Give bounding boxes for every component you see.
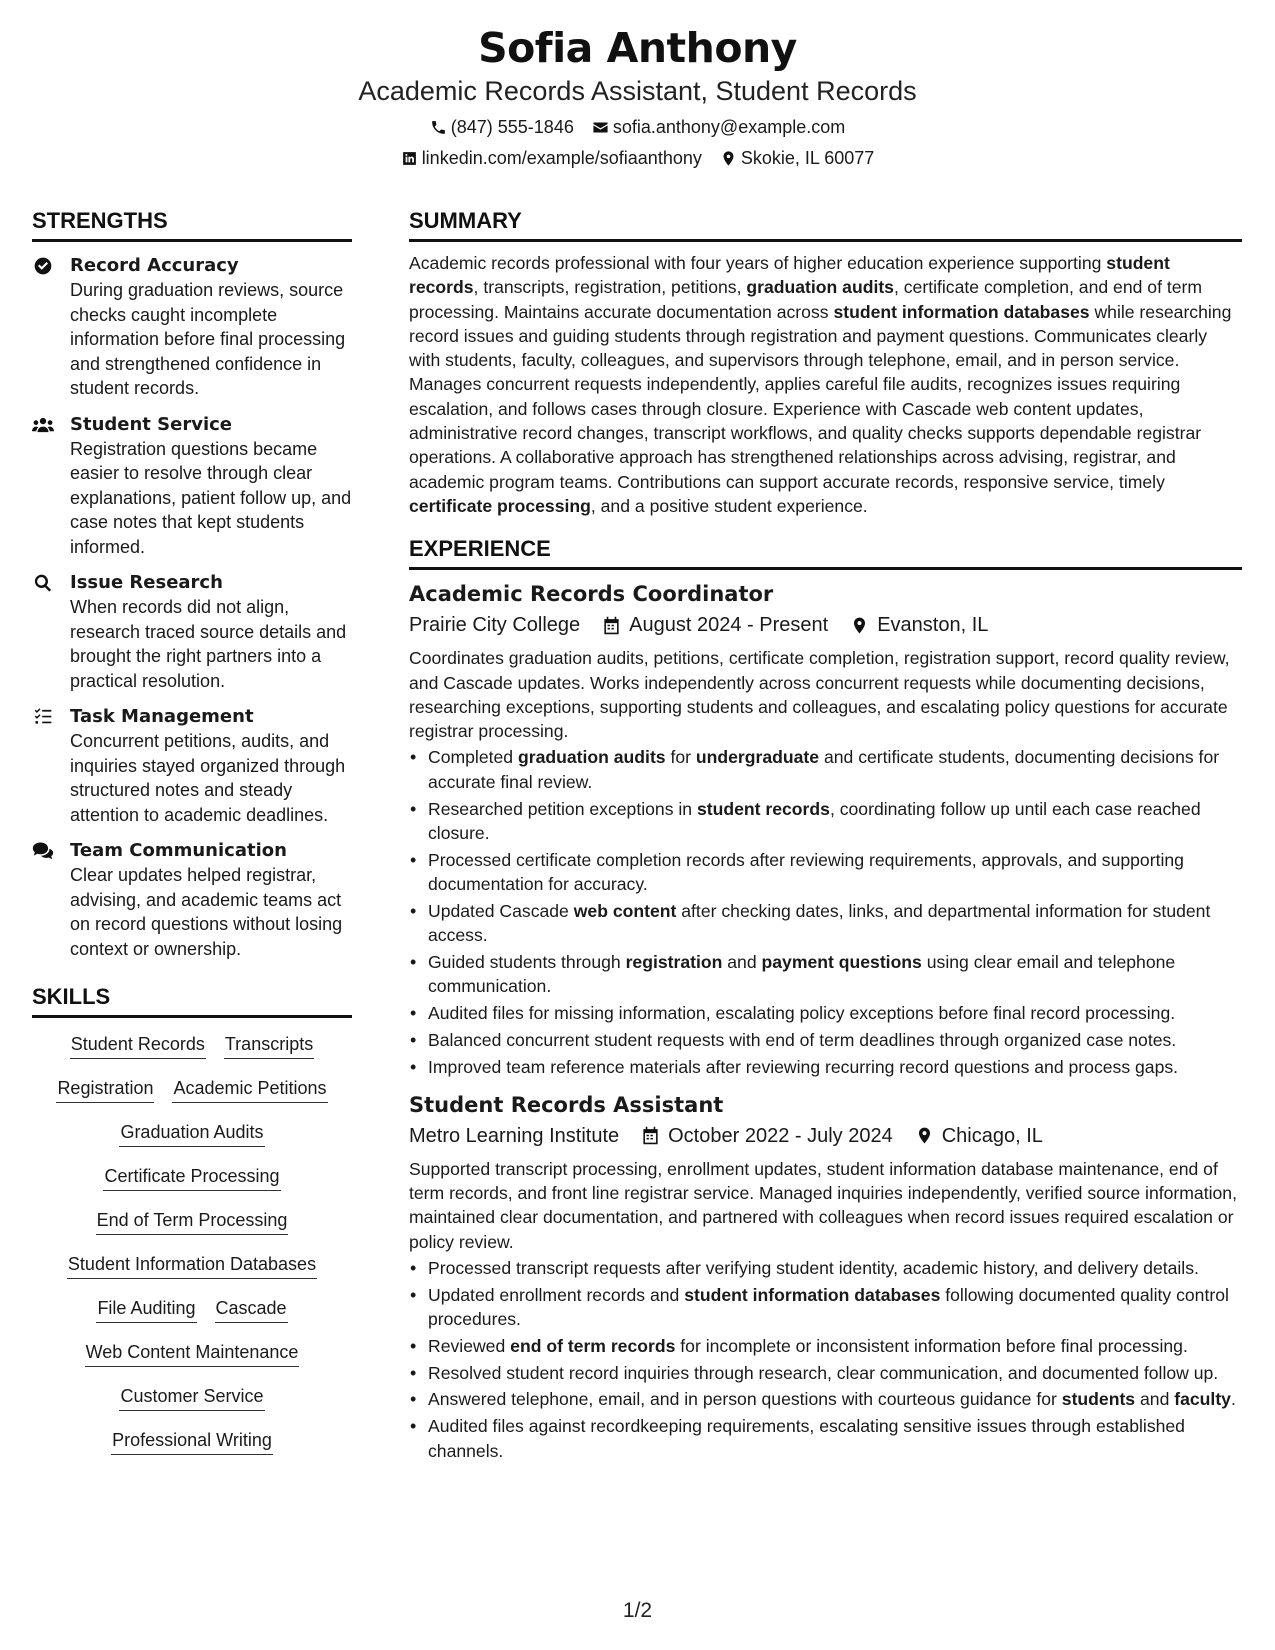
- strength-title: Student Service: [70, 413, 232, 435]
- strength-title: Team Communication: [70, 840, 287, 861]
- job-description: Coordinates graduation audits, petitions, certificate completion, registration support, record quality review, and Cascade updates. Works independently across concurrent requests while documenting decisions, researching exceptions, supporting students and colleagues, and escalating policy questions for accurate registrar processing.: [409, 648, 1230, 742]
- summary-text: Academic records professional with four years of higher education experience supporting student records, transcripts, registration, petitions, graduation audits, certificate completion, and end of term processing. Maintains accurate documentation across student information databases while researching record issues and guiding students through registration and payment questions. Communicates clearly with students, faculty, colleagues, and supervisors through telephone, email, and in person service. Manages concurrent requests independently, applies careful file audits, recognizes issues requiring escalation, and follows cases through closure. Experience with Cascade web content updates, administrative record changes, transcript workflows, and quality checks supports dependable registrar operations. A collaborative approach has strengthened relationships across advising, registrar, and academic program teams. Contributions can support accurate records, responsive service, timely certificate processing, and a positive student experience.: [409, 253, 1232, 516]
- email-text[interactable]: sofia.anthony@example.com: [612, 117, 846, 137]
- job-location: Chicago, IL: [941, 1124, 1043, 1147]
- company-name: Metro Learning Institute: [409, 1124, 620, 1147]
- contact-row-2: [0, 147, 1275, 169]
- skill-row: [119, 1384, 264, 1411]
- summary-heading: SUMMARY: [409, 207, 1242, 242]
- strength-item: [32, 571, 352, 693]
- bullet-item: • Improved team reference materials after reviewing recurring record questions and process gaps.: [409, 1055, 1242, 1079]
- check-circle-icon: [32, 256, 54, 278]
- map-pin-icon: [915, 1126, 934, 1145]
- location-contact: [720, 147, 874, 169]
- bold-text: registration: [625, 951, 723, 972]
- bold-text: student records: [409, 253, 1170, 298]
- job-meta: [409, 611, 1242, 639]
- bold-text: graduation audits: [517, 747, 666, 768]
- bold-text: student information databases: [684, 1284, 941, 1305]
- location-text: Skokie, IL 60077: [740, 148, 875, 168]
- job-title: Academic Records Coordinator: [409, 582, 774, 607]
- job-location: Evanston, IL: [877, 614, 989, 637]
- calendar-icon: [602, 616, 621, 635]
- phone-icon: [430, 119, 447, 136]
- bold-text: graduation audits: [746, 277, 894, 298]
- bullet-item: • Balanced concurrent student requests with end of term deadlines through organized case notes.: [409, 1028, 1242, 1052]
- bullet-item: • Guided students through registration and payment questions using clear email and telephone communication.: [409, 950, 1242, 999]
- phone-text: (847) 555-1846: [450, 117, 574, 137]
- job-bullets: [409, 1256, 1242, 1463]
- bullet-item: • Processed certificate completion records after reviewing requirements, approvals, and supporting documentation for accuracy.: [409, 848, 1242, 897]
- skill-row: [96, 1208, 289, 1235]
- search-icon: [32, 573, 54, 595]
- resume-header: [0, 22, 1275, 169]
- skill-tag: Student Information Databases: [67, 1252, 317, 1279]
- bullet-item: • Processed transcript requests after verifying student identity, academic history, and delivery details.: [409, 1256, 1242, 1280]
- job-dates: October 2022 - July 2024: [668, 1124, 893, 1147]
- skill-tag: Certificate Processing: [103, 1164, 280, 1191]
- strength-title: Issue Research: [70, 572, 223, 593]
- strength-desc: During graduation reviews, source checks caught incomplete information before final processing and strengthened confidence in student records.: [70, 280, 346, 398]
- skill-row: [103, 1164, 280, 1191]
- strength-item: [32, 254, 352, 401]
- bold-text: payment questions: [761, 951, 922, 972]
- bold-text: end of term records: [510, 1335, 676, 1356]
- email-contact[interactable]: [592, 116, 845, 138]
- skill-row: [70, 1032, 314, 1059]
- bold-text: student records: [696, 798, 830, 819]
- map-pin-icon: [850, 616, 869, 635]
- skills-list: [32, 1032, 352, 1472]
- experience-heading: EXPERIENCE: [409, 535, 1242, 570]
- bold-text: student information databases: [833, 301, 1090, 322]
- left-column: [32, 207, 352, 1472]
- chat-bubbles-icon: [32, 841, 54, 863]
- bullet-item: • Resolved student record inquiries through research, clear communication, and documented follow up.: [409, 1361, 1242, 1385]
- skill-tag: File Auditing: [96, 1296, 196, 1323]
- bullet-item: • Audited files for missing information, escalating policy exceptions before final record processing.: [409, 1001, 1242, 1025]
- strength-item: [32, 839, 352, 961]
- skill-tag: Academic Petitions: [172, 1076, 327, 1103]
- bullet-item: • Reviewed end of term records for incomplete or inconsistent information before final processing.: [409, 1334, 1242, 1358]
- skill-tag: Professional Writing: [111, 1428, 273, 1455]
- bold-text: certificate processing: [409, 495, 591, 516]
- bold-text: students: [1061, 1389, 1136, 1410]
- candidate-title: Academic Records Assistant, Student Records: [358, 76, 917, 106]
- bullet-item: • Completed graduation audits for undergraduate and certificate students, documenting decisions for accurate final review.: [409, 745, 1242, 794]
- job-meta: [409, 1122, 1242, 1150]
- strength-item: [32, 413, 352, 560]
- linkedin-icon: [401, 150, 418, 167]
- job-entry: [409, 580, 1242, 1079]
- job-entry: [409, 1091, 1242, 1463]
- skill-tag: Cascade: [215, 1296, 288, 1323]
- skill-tag: Registration: [56, 1076, 154, 1103]
- company-name: Prairie City College: [409, 614, 581, 637]
- skill-row: [67, 1252, 317, 1279]
- bold-text: undergraduate: [695, 747, 820, 768]
- skill-row: [111, 1428, 273, 1455]
- job-bullets: [409, 745, 1242, 1078]
- strength-desc: Concurrent petitions, audits, and inquiries stayed organized through structured notes and steady attention to academic deadlines.: [70, 731, 346, 825]
- bullet-item: • Updated Cascade web content after checking dates, links, and departmental information for student access.: [409, 899, 1242, 948]
- strength-title: Record Accuracy: [70, 255, 239, 276]
- strength-item: [32, 705, 352, 827]
- phone-contact: [430, 116, 574, 138]
- skill-tag: Graduation Audits: [119, 1120, 264, 1147]
- users-icon: [32, 415, 54, 437]
- job-dates: August 2024 - Present: [629, 614, 829, 637]
- linkedin-contact[interactable]: [401, 147, 702, 169]
- skill-row: [119, 1120, 264, 1147]
- bold-text: faculty: [1174, 1389, 1231, 1410]
- skill-row: [85, 1340, 300, 1367]
- bullet-item: • Answered telephone, email, and in person questions with courteous guidance for students and faculty.: [409, 1387, 1242, 1411]
- right-column: [409, 207, 1242, 1465]
- skill-row: [96, 1296, 287, 1323]
- skill-row: [56, 1076, 327, 1103]
- task-list-icon: [32, 707, 54, 729]
- strength-title: Task Management: [70, 706, 254, 727]
- skill-tag: End of Term Processing: [96, 1208, 289, 1235]
- bullet-item: • Updated enrollment records and student information databases following documented quality control procedures.: [409, 1283, 1242, 1332]
- job-title: Student Records Assistant: [409, 1092, 724, 1117]
- strength-desc: Registration questions became easier to resolve through clear explanations, patient follow up, and case notes that kept students informed.: [70, 438, 352, 557]
- bold-text: web content: [573, 900, 677, 921]
- contact-row-1: [0, 116, 1275, 138]
- strength-desc: When records did not align, research traced source details and brought the right partners into a practical resolution.: [70, 597, 347, 691]
- skills-heading: SKILLS: [32, 983, 352, 1018]
- page-number: 1/2: [622, 1599, 653, 1622]
- strengths-heading: STRENGTHS: [32, 207, 352, 242]
- candidate-name: Sofia Anthony: [478, 24, 797, 72]
- linkedin-text[interactable]: linkedin.com/example/sofiaanthony: [421, 148, 702, 168]
- skill-tag: Customer Service: [119, 1384, 264, 1411]
- skill-tag: Transcripts: [224, 1032, 314, 1059]
- calendar-icon: [641, 1126, 660, 1145]
- bullet-item: • Researched petition exceptions in student records, coordinating follow up until each case reached closure.: [409, 797, 1242, 846]
- skill-tag: Student Records: [70, 1032, 206, 1059]
- skill-tag: Web Content Maintenance: [85, 1340, 300, 1367]
- envelope-icon: [592, 119, 609, 136]
- bullet-item: • Audited files against recordkeeping requirements, escalating sensitive issues through established channels.: [409, 1414, 1242, 1463]
- map-pin-icon: [720, 150, 737, 167]
- job-description: Supported transcript processing, enrollment updates, student information database maintenance, end of term records, and front line registrar service. Managed inquiries independently, verified source information, maintained clear documentation, and partnered with colleagues when record issues required escalation or policy review.: [409, 1158, 1237, 1252]
- strength-desc: Clear updates helped registrar, advising, and academic teams act on record questions without losing context or ownership.: [70, 865, 343, 959]
